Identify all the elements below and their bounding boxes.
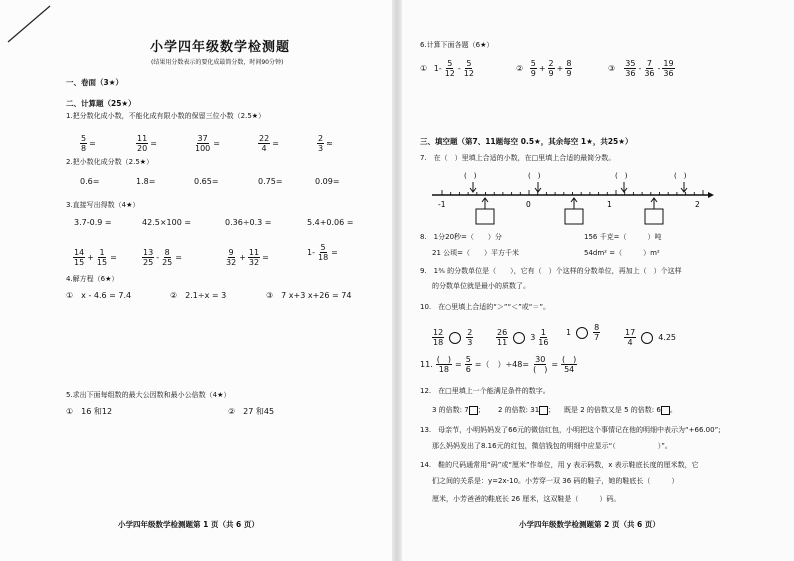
- compare-circle[interactable]: [449, 332, 461, 344]
- compare-circle[interactable]: [513, 332, 525, 344]
- section-3-heading: 三、填空题（第7、11题每空 0.5★，其余每空 1★，共25★）: [420, 137, 633, 146]
- q10-item-4: $\frac{17}{4}$ 4.25: [625, 328, 676, 347]
- q2-item-2: 1.8=: [136, 177, 156, 186]
- exam-subtitle: (结果用分数表示的要化成最简分数，时间90分钟): [151, 59, 284, 66]
- question-9: 9. 1⅗ 的分数单位是（ ），它有（ ）个这样的分数单位，再加上（ ）个这样: [420, 267, 682, 275]
- question-13-cont: 那么妈妈发出了8.16元的红包，微信钱包的明细中应显示“（ ）”。: [432, 442, 672, 450]
- q10-item-2: $\frac{26}{11}$ 3 $\frac{1}{16}$: [497, 328, 549, 347]
- q6-item-3: ③ $\frac{35}{36}$ - $\frac{7}{36}$ - $\frac{19}{36}$: [608, 59, 674, 78]
- question-14-cont-2: 厘米，小芳爸爸的鞋底长 26 厘米，这双鞋是（ ）码。: [432, 495, 621, 503]
- section-2-heading: 二、计算题（25★）: [66, 99, 136, 108]
- q3-item-2: 42.5×100 =: [142, 218, 192, 227]
- question-6: 6.计算下面各题（6★）: [420, 41, 494, 49]
- q2-item-4: 0.75=: [258, 177, 283, 186]
- section-1-heading: 一、卷面（3★）: [66, 78, 123, 87]
- q2-item-1: 0.6=: [80, 177, 100, 186]
- q12-item-1: 3 的倍数: 7 ；: [432, 406, 485, 414]
- question-1: 1.把分数化成小数，不能化成有限小数的保留三位小数（2.5★）: [66, 112, 266, 120]
- q2-item-3: 0.65=: [194, 177, 219, 186]
- numberline-label-1: 1: [607, 200, 612, 209]
- digit-box[interactable]: [469, 406, 478, 415]
- numberline-label-minus1: -1: [438, 200, 446, 209]
- q8-part-d: 54dm² =（ ）m²: [584, 249, 660, 257]
- pen-stroke-mark: [6, 4, 52, 44]
- q3-item-5: $\frac{14}{15}$ + $\frac{1}{15}$ =: [74, 248, 117, 267]
- page-gutter: [392, 0, 402, 561]
- digit-box[interactable]: [539, 406, 548, 415]
- q4-item-1: ① x - 4.6 = 7.4: [66, 291, 132, 300]
- q8-part-c: 21 公顷=（ ）平方千米: [432, 249, 519, 257]
- numberline-bracket-2: ( ): [528, 172, 541, 180]
- q3-item-1: 3.7-0.9 =: [74, 218, 112, 227]
- question-2: 2.把小数化成分数（2.5★）: [66, 158, 154, 166]
- question-11: 11. $\frac{( )}{18}$ = $\frac{5}{6}$ =（ ）÷48= $\frac{30}{( )}$ = $\frac{( )}{54}$: [420, 355, 577, 374]
- numberline-label-2: 2: [695, 200, 700, 209]
- compare-circle[interactable]: [641, 332, 653, 344]
- q4-item-2: ② 2.1÷x = 3: [170, 291, 227, 300]
- question-3: 3.直接写出得数（4★）: [66, 201, 140, 209]
- digit-box[interactable]: [661, 406, 670, 415]
- q5-item-2: ② 27 和45: [228, 407, 275, 416]
- number-line-figure: [422, 165, 722, 227]
- numberline-bracket-1: ( ): [464, 172, 477, 180]
- question-10: 10. 在○里填上合适的“＞”“＜”或“＝”。: [420, 303, 550, 311]
- q3-item-6: $\frac{13}{25}$ - $\frac{8}{25}$ =: [143, 248, 182, 267]
- q10-item-1: $\frac{12}{18}$ $\frac{2}{3}$: [433, 328, 473, 347]
- q5-item-1: ① 16 和12: [66, 407, 113, 416]
- q3-item-8: 1- $\frac{5}{18}$ =: [307, 243, 338, 262]
- q1-item-2: $\frac{11}{20}$ =: [137, 134, 157, 153]
- left-page: [0, 0, 392, 561]
- question-14: 14. 鞋的尺码通常用“码”或“厘米”作单位，用 y 表示码数，x 表示鞋底长度的厘米数，它: [420, 461, 699, 469]
- question-13: 13. 母亲节，小明妈妈发了66元的微信红包，小明把这个事情记在他的明细中表示为“+66.00”;: [420, 426, 721, 434]
- numberline-bracket-4: ( ): [674, 172, 687, 180]
- right-page-footer: 小学四年级数学检测题第 2 页（共 6 页）: [519, 520, 660, 529]
- question-9-cont: 的分数单位就是最小的质数了。: [432, 282, 530, 290]
- q3-item-3: 0.36÷0.3 =: [225, 218, 272, 227]
- right-page: [402, 0, 794, 561]
- q1-item-5: $\frac{2}{3}$ ≈: [318, 134, 333, 153]
- left-page-footer: 小学四年级数学检测题第 1 页（共 6 页）: [118, 520, 259, 529]
- q6-item-1: ① 1- $\frac{5}{12}$ - $\frac{5}{12}$: [420, 59, 474, 78]
- q10-item-3: 1 $\frac{8}{7}$: [566, 323, 600, 342]
- q8-part-a: 8. 1分20秒=（ ）分: [420, 233, 502, 241]
- question-12: 12. 在□里填上一个能满足条件的数字。: [420, 387, 550, 395]
- question-5: 5.求出下面每组数的最大公因数和最小公倍数（4★）: [66, 391, 231, 399]
- q8-part-b: 156 千克=（ ）吨: [584, 233, 662, 241]
- q1-item-3: $\frac{37}{100}$ =: [195, 134, 220, 153]
- question-4: 4.解方程（6★）: [66, 275, 119, 283]
- question-14-cont-1: 们之间的关系是：y=2x-10。小芳穿一双 36 码的鞋子，她的鞋底长（ ）: [432, 477, 679, 485]
- q3-item-4: 5.4+0.06 =: [307, 218, 354, 227]
- exam-title: 小学四年级数学检测题: [150, 40, 291, 55]
- numberline-bracket-3: ( ): [615, 172, 628, 180]
- question-7: 7. 在（ ）里填上合适的小数，在□里填上合适的最简分数。: [420, 154, 616, 162]
- q1-item-4: $\frac{22}{4}$ =: [259, 134, 279, 153]
- q12-item-3: 既是 2 的倍数又是 5 的倍数: 6 。: [564, 406, 677, 414]
- q4-item-3: ③ 7 x+3 x+26 = 74: [266, 291, 352, 300]
- q12-item-2: 2 的倍数: 31 ；: [498, 406, 556, 414]
- q6-item-2: ② $\frac{5}{9}$ + $\frac{2}{9}$ + $\frac{8}{9}$: [516, 59, 572, 78]
- numberline-label-0: 0: [526, 200, 531, 209]
- q2-item-5: 0.09=: [315, 177, 340, 186]
- q3-item-7: $\frac{9}{32}$ + $\frac{11}{32}$ =: [226, 248, 269, 267]
- q1-item-1: $\frac{5}{8}$ =: [81, 134, 96, 153]
- compare-circle[interactable]: [576, 327, 588, 339]
